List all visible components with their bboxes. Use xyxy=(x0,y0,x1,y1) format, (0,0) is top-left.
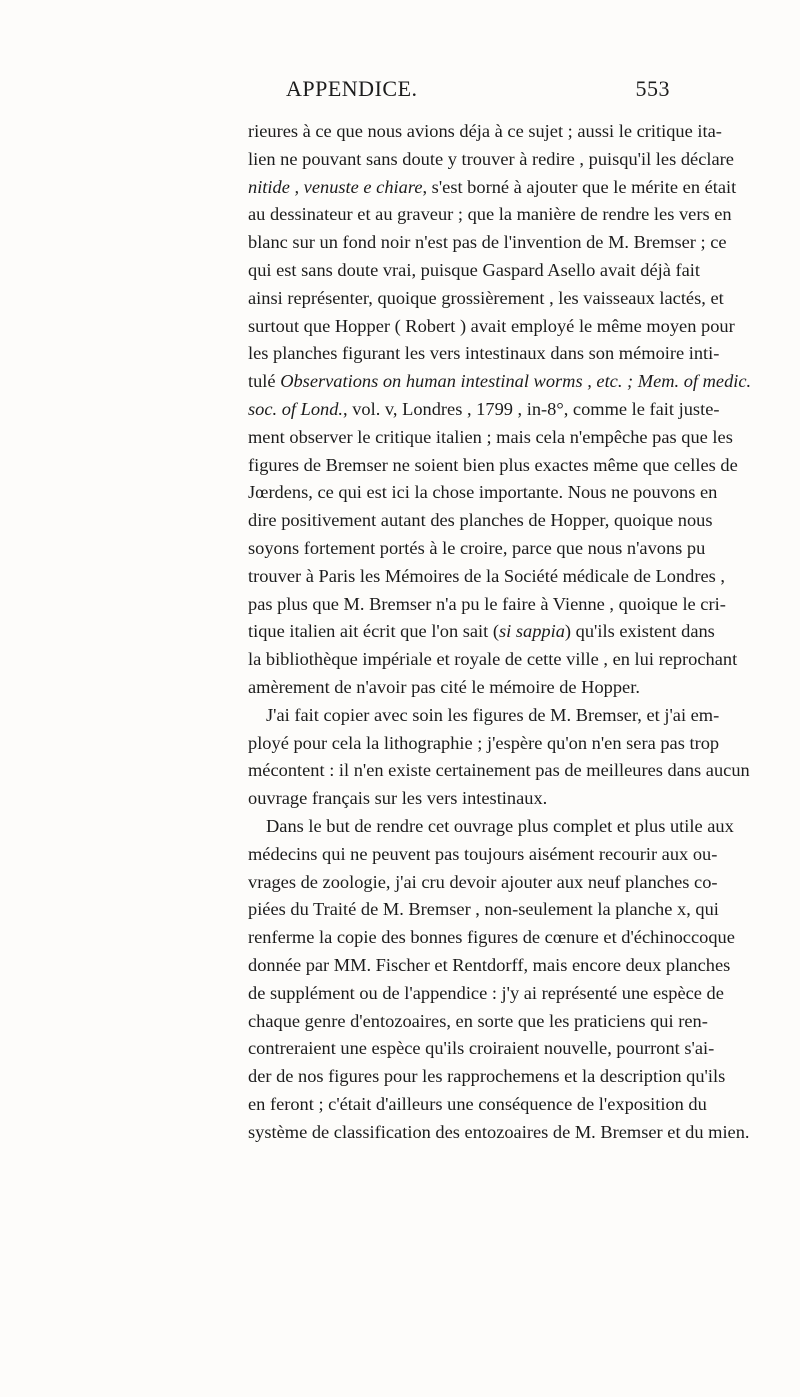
text-line xyxy=(248,980,724,1008)
text-segment: ) qu'ils existent dans xyxy=(564,621,715,642)
text-segment: donnée par MM. Fischer et Rentdorff, mais encore deux planches xyxy=(248,954,731,975)
text-line xyxy=(248,730,720,758)
text-segment: renferme la copie des bonnes figures de cœnure et d'échinoccoque xyxy=(248,927,735,948)
text-segment: lien ne pouvant sans doute y trouver à redire , puisqu'il les déclare xyxy=(248,148,734,169)
text-segment: trouver à Paris les Mémoires de la Société médicale de Londres , xyxy=(248,565,725,586)
text-line xyxy=(248,229,727,257)
text-segment: ouvrage français sur les vers intestinaux. xyxy=(248,788,548,809)
page-number: 553 xyxy=(635,76,670,101)
text-segment: en feront ; c'était d'ailleurs une conséquence de l'exposition du xyxy=(248,1093,707,1114)
text-line xyxy=(248,313,735,341)
text-segment: la bibliothèque impériale et royale de cette ville , en lui reprochant xyxy=(248,649,738,670)
text-segment: vrages de zoologie, j'ai cru devoir ajouter aux neuf planches co- xyxy=(248,871,718,892)
text-line xyxy=(248,368,752,396)
text-line xyxy=(248,285,724,313)
text-line xyxy=(248,785,664,813)
text-line xyxy=(248,896,719,924)
text-line xyxy=(248,1008,708,1036)
text-line xyxy=(248,507,713,535)
text-line xyxy=(248,591,726,619)
text-line xyxy=(248,1091,707,1119)
text-line xyxy=(248,757,750,785)
text-line xyxy=(248,924,735,952)
text-segment: système de classification des entozoaires de M. Bremser et du mien. xyxy=(248,1121,750,1142)
text-segment: tulé xyxy=(248,371,281,392)
text-line xyxy=(248,479,718,507)
text-segment: ment observer le critique italien ; mais cela n'empêche pas que les xyxy=(248,426,733,447)
text-line xyxy=(248,813,734,841)
text-line xyxy=(248,702,720,730)
text-segment: dire positivement autant des planches de Hopper, quoique nous xyxy=(248,510,713,531)
text-segment: Dans le but de rendre cet ouvrage plus complet et plus utile aux xyxy=(266,815,734,836)
italic-text: nitide , venuste e chiare xyxy=(248,176,423,197)
text-segment: ainsi représenter, quoique grossièrement , les vaisseaux lactés, et xyxy=(248,287,724,308)
running-header xyxy=(250,76,670,110)
text-line xyxy=(248,674,664,702)
text-segment: surtout que Hopper ( Robert ) avait employé le même moyen pour xyxy=(248,315,735,336)
text-line xyxy=(248,618,715,646)
text-segment: rieures à ce que nous avions déja à ce sujet ; aussi le critique ita- xyxy=(248,121,722,141)
text-segment: , vol. v, Londres , 1799 , in-8°, comme le fait juste- xyxy=(343,398,720,419)
text-line xyxy=(248,424,733,452)
running-title: APPENDICE. xyxy=(286,76,418,101)
text-segment: amèrement de n'avoir pas cité le mémoire de Hopper. xyxy=(248,676,640,697)
text-line xyxy=(248,535,706,563)
text-segment: qui est sans doute vrai, puisque Gaspard Asello avait déjà fait xyxy=(248,259,700,280)
italic-text: Observations on human intestinal worms , etc. ; Mem. of medic. xyxy=(280,371,752,392)
text-line xyxy=(248,118,722,146)
text-segment: de supplément ou de l'appendice : j'y ai représenté une espèce de xyxy=(248,982,724,1003)
text-line xyxy=(248,1119,750,1147)
text-segment: , s'est borné à ajouter que le mérite en était xyxy=(422,176,737,197)
italic-text: soc. of Lond. xyxy=(248,398,344,419)
text-line xyxy=(248,1035,715,1063)
text-segment: Jœrdens, ce qui est ici la chose importante. Nous ne pouvons en xyxy=(248,482,718,503)
text-segment: ployé pour cela la lithographie ; j'espère qu'on n'en sera pas trop xyxy=(248,732,720,753)
text-line xyxy=(248,841,718,869)
text-segment: soyons fortement portés à le croire, parce que nous n'avons pu xyxy=(248,537,706,558)
text-segment: médecins qui ne peuvent pas toujours aisément recourir aux ou- xyxy=(248,843,718,864)
text-line xyxy=(248,646,738,674)
text-segment: pas plus que M. Bremser n'a pu le faire à Vienne , quoique le cri- xyxy=(248,593,726,614)
text-segment: au dessinateur et au graveur ; que la manière de rendre les vers en xyxy=(248,204,732,225)
text-segment: der de nos figures pour les rapprochemens et la description qu'ils xyxy=(248,1066,726,1087)
text-segment: J'ai fait copier avec soin les figures de M. Bremser, et j'ai em- xyxy=(266,704,720,725)
text-line xyxy=(248,146,734,174)
text-line xyxy=(248,201,732,229)
text-segment: mécontent : il n'en existe certainement pas de meilleures dans aucun xyxy=(248,760,750,781)
text-line xyxy=(248,340,720,368)
italic-text: si sappia xyxy=(499,621,565,642)
text-segment: tique italien ait écrit que l'on sait ( xyxy=(248,621,499,642)
text-line xyxy=(248,952,731,980)
text-line xyxy=(248,396,720,424)
text-segment: les planches figurant les vers intestinaux dans son mémoire inti- xyxy=(248,343,720,364)
text-line xyxy=(248,257,700,285)
body-text xyxy=(248,118,752,1146)
text-line xyxy=(248,869,718,897)
text-line xyxy=(248,174,737,202)
text-segment: contreraient une espèce qu'ils croiraient nouvelle, pourront s'ai- xyxy=(248,1038,715,1059)
text-line xyxy=(248,452,738,480)
text-line xyxy=(248,1063,726,1091)
text-segment: chaque genre d'entozoaires, en sorte que les praticiens qui ren- xyxy=(248,1010,708,1031)
text-line xyxy=(248,563,725,591)
text-segment: blanc sur un fond noir n'est pas de l'invention de M. Bremser ; ce xyxy=(248,232,727,253)
text-segment: figures de Bremser ne soient bien plus exactes même que celles de xyxy=(248,454,738,475)
text-segment: piées du Traité de M. Bremser , non-seulement la planche x, qui xyxy=(248,899,719,920)
